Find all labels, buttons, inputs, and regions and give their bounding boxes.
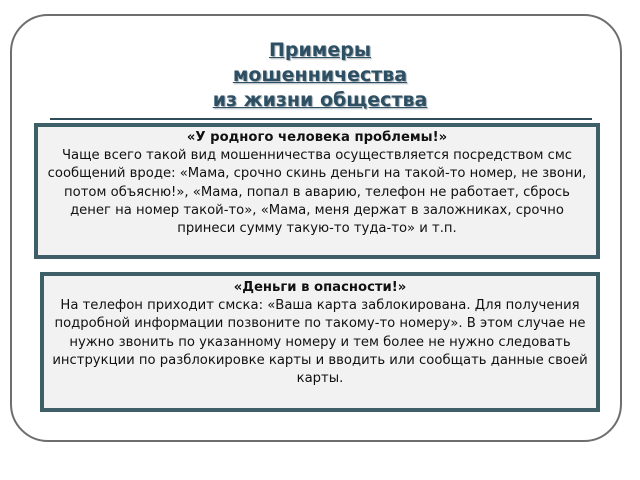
fraud-example-box-relative: [34, 123, 600, 259]
fraud-example-heading: «У родного человека проблемы!»: [186, 130, 448, 145]
title-line-2: мошенничества: [232, 64, 408, 86]
title-underline-rule: [50, 118, 592, 120]
fraud-example-text: Чаще всего такой вид мошенничества осуществляется посредством смс сообщений вроде: «Мама, срочно скинь деньги на такой-то номер, не звони, потом объясню!», «Мама, попал в аварию, телефон не работает, сбрось денег на номер такой-то», «Мама, меня держат в заложниках, срочно принеси сумму такую-то туда-то» и т.п.: [47, 148, 587, 237]
fraud-example-heading: «Деньги в опасности!»: [233, 280, 407, 295]
title-line-3: из жизни общества: [212, 89, 428, 111]
title-line-1: Примеры: [268, 39, 371, 61]
slide-title: [150, 38, 490, 113]
fraud-example-text: На телефон приходит смска: «Ваша карта заблокирована. Для получения подробной информации позвоните по такому-то номеру». В этом случае не нужно звонить по указанному номеру и тем более не нужно следовать инструкции по разблокировке карты и вводить или сообщать данные своей карты.: [52, 298, 588, 387]
fraud-example-box-card: [40, 272, 600, 412]
